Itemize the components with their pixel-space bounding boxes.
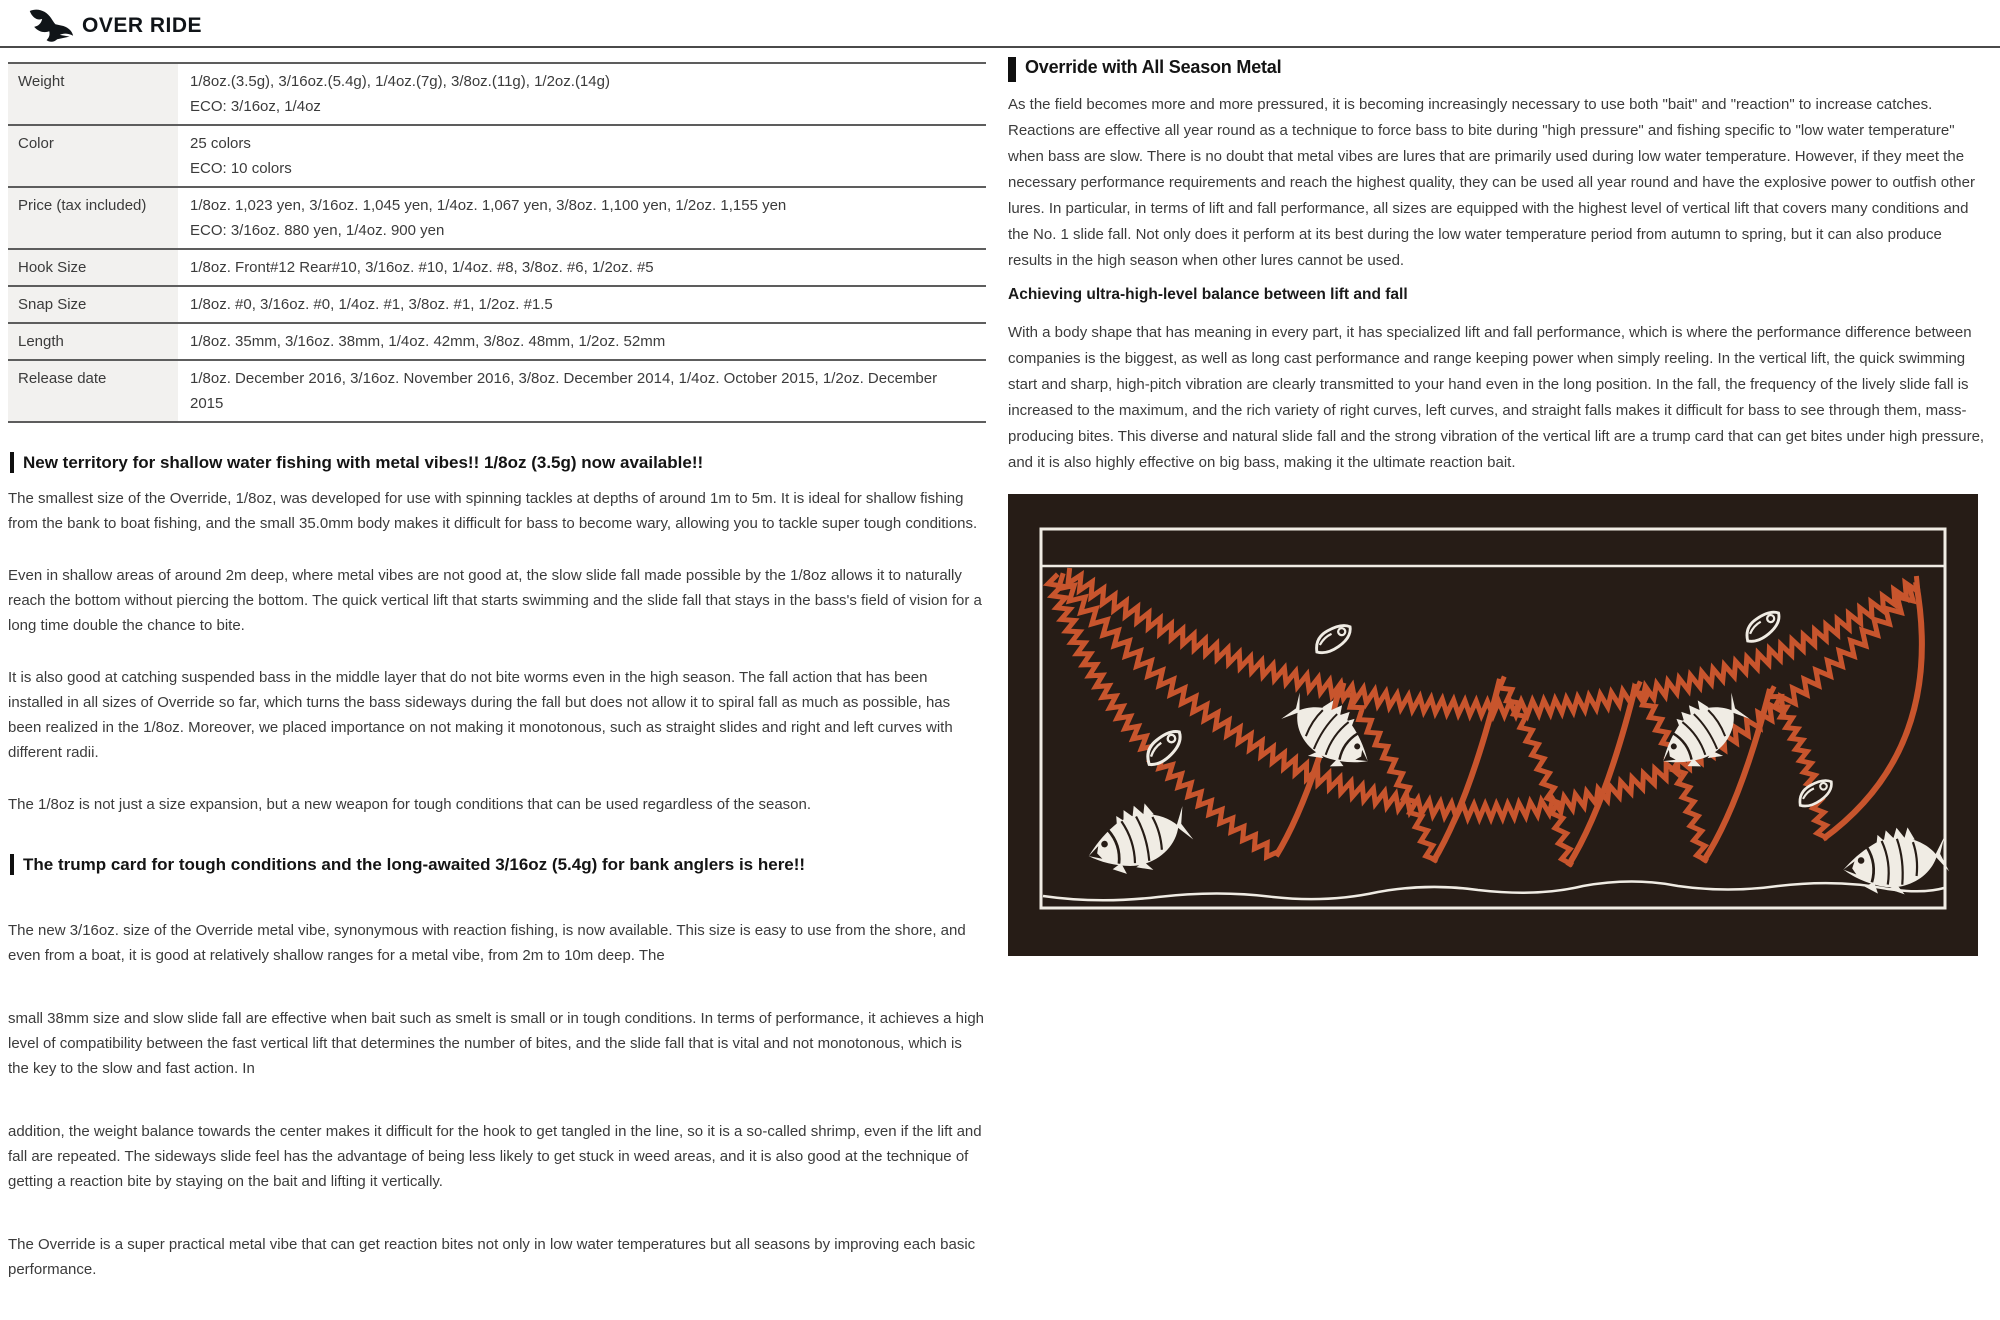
- right-body-paragraph: With a body shape that has meaning in every part, it has specialized lift and fall performance, which is where the performance difference between companies is the biggest, as well as long cast performance and range keeping power when simply reeling. In the vertical lift, the quick swimming start and sharp, high-pitch vibration are clearly transmitted to your hand even in the long position. In the fall, the frequency of the lively slide fall is increased to the maximum, and the rich variety of right curves, left curves, and straight falls makes it difficult for bass to see through them, mass-producing bites. This diverse and natural slide fall and the strong vibration of the vertical lift are a trump card that can get bites under high pressure, and it is also highly effective on big bass, making it the ultimate reaction bait.: [1008, 324, 1985, 471]
- brand: [28, 8, 202, 44]
- section2-paragraphs: [8, 918, 986, 1282]
- table-row: [8, 323, 986, 360]
- spec-value: 1/8oz. 1,023 yen, 3/16oz. 1,045 yen, 1/4oz. 1,067 yen, 3/8oz. 1,100 yen, 1/2oz. 1,155 yen ECO: 3/16oz. 880 yen, 1/4oz. 900 yen: [190, 197, 787, 239]
- table-row: [8, 125, 986, 187]
- heading-bar: [10, 854, 14, 875]
- spec-table-body: [8, 63, 986, 422]
- table-row: [8, 360, 986, 422]
- spec-value: 1/8oz. December 2016, 3/16oz. November 2016, 3/8oz. December 2014, 1/4oz. October 2015, 1/2oz. December 2015: [190, 370, 938, 412]
- right-intro-paragraph: As the field becomes more and more pressured, it is becoming increasingly necessary to use both "bait" and "reaction" to increase catches. Reactions are effective all year round as a technique to force bass to bite during "high pressure" and fishing specific to "low water temperature" when bass are slow. There is no doubt that metal vibes are lures that are primarily used during low water temperature. However, if they meet the necessary performance requirements and reach the highest quality, they can be used all year round and have the explosive power to outfish other lures. In particular, in terms of lift and fall performance, all sizes are equipped with the highest level of vertical lift that covers many conditions and the No. 1 slide fall. Not only does it perform at its best during the low water temperature period from autumn to spring, but it can also produce results in the high season when other lures cannot be used.: [1008, 96, 1975, 269]
- heading-bar: [10, 452, 14, 473]
- paragraph: The 1/8oz is not just a size expansion, but a new weapon for tough conditions that can be used regardless of the season.: [8, 796, 812, 813]
- table-row: [8, 249, 986, 286]
- right-column: [1008, 56, 1990, 956]
- spec-label: Price (tax included): [8, 187, 178, 249]
- section2-heading-text: The trump card for tough conditions and the long-awaited 3/16oz (5.4g) for bank anglers is here!!: [23, 855, 806, 874]
- heading-bar: [1008, 57, 1016, 82]
- action-diagram: [1008, 494, 1978, 956]
- section2-heading: [10, 853, 986, 876]
- diagram-background: [1008, 494, 1978, 956]
- spec-value: 25 colors ECO: 10 colors: [190, 135, 292, 177]
- paragraph: addition, the weight balance towards the center makes it difficult for the hook to get tangled in the line, so it is a so-called shrimp, even if the lift and fall are repeated. The sideways slide feel has the advantage of being less likely to get stuck in weed areas, and it is also good at the technique of getting a reaction bite by staying on the bait and lifting it vertically.: [8, 1123, 982, 1190]
- right-heading: [1008, 56, 1990, 82]
- table-row: [8, 187, 986, 249]
- bird-logo-icon: [28, 8, 74, 44]
- left-column: [8, 62, 986, 1320]
- right-heading-text: Override with All Season Metal: [1025, 57, 1282, 77]
- paragraph: It is also good at catching suspended bass in the middle layer that do not bite worms even in the high season. The fall action that has been installed in all sizes of Override so far, which turns the bass sideways during the fall but does not allow it to spiral fall as much as possible, has been realized in the 1/8oz. Moreover, we placed importance on not making it monotonous, such as straight slides and right and left curves with different radii.: [8, 669, 953, 761]
- spec-label: Snap Size: [8, 286, 178, 323]
- spec-value: 1/8oz.(3.5g), 3/16oz.(5.4g), 1/4oz.(7g), 3/8oz.(11g), 1/2oz.(14g) ECO: 3/16oz, 1/4oz: [190, 73, 610, 115]
- right-subheading: Achieving ultra-high-level balance between lift and fall: [1008, 286, 1408, 303]
- brand-title: OVER RIDE: [82, 14, 203, 37]
- paragraph: small 38mm size and slow slide fall are effective when bait such as smelt is small or in tough conditions. In terms of performance, it achieves a high level of compatibility between the fast vertical lift that determines the number of bites, and the slide fall that is vital and not monotonous, which is the key to the slow and fast action. In: [8, 1010, 985, 1077]
- section1-paragraphs: [8, 486, 986, 817]
- spec-value: 1/8oz. 35mm, 3/16oz. 38mm, 1/4oz. 42mm, 3/8oz. 48mm, 1/2oz. 52mm: [190, 333, 666, 350]
- table-row: [8, 63, 986, 125]
- action-diagram-svg: [1008, 494, 1978, 956]
- spec-value: 1/8oz. #0, 3/16oz. #0, 1/4oz. #1, 3/8oz. #1, 1/2oz. #1.5: [190, 296, 553, 313]
- spec-label: Color: [8, 125, 178, 187]
- spec-label: Weight: [8, 63, 178, 125]
- paragraph: The new 3/16oz. size of the Override metal vibe, synonymous with reaction fishing, is now available. This size is easy to use from the shore, and even from a boat, it is good at relatively shallow ranges for a metal vibe, from 2m to 10m deep. The: [8, 922, 966, 964]
- spec-value: 1/8oz. Front#12 Rear#10, 3/16oz. #10, 1/4oz. #8, 3/8oz. #6, 1/2oz. #5: [190, 259, 654, 276]
- paragraph: The smallest size of the Override, 1/8oz, was developed for use with spinning tackles at depths of around 1m to 5m. It is ideal for shallow fishing from the bank to boat fishing, and the small 35.0mm body makes it difficult for bass to become wary, allowing you to tackle super tough conditions.: [8, 490, 978, 532]
- table-row: [8, 286, 986, 323]
- paragraph: The Override is a super practical metal vibe that can get reaction bites not only in low water temperatures but all seasons by improving each basic performance.: [8, 1236, 976, 1278]
- section1-heading: [10, 451, 986, 474]
- spec-label: Release date: [8, 360, 178, 422]
- section1-heading-text: New territory for shallow water fishing with metal vibes!! 1/8oz (3.5g) now available!!: [23, 453, 704, 472]
- header-divider: [0, 46, 2000, 48]
- spec-table: [8, 62, 986, 423]
- spec-label: Hook Size: [8, 249, 178, 286]
- paragraph: Even in shallow areas of around 2m deep, where metal vibes are not good at, the slow slide fall made possible by the 1/8oz allows it to naturally reach the bottom without piercing the bottom. The quick vertical lift that starts swimming and the slide fall that stays in the bass's field of vision for a long time double the chance to bite.: [8, 567, 982, 634]
- spec-label: Length: [8, 323, 178, 360]
